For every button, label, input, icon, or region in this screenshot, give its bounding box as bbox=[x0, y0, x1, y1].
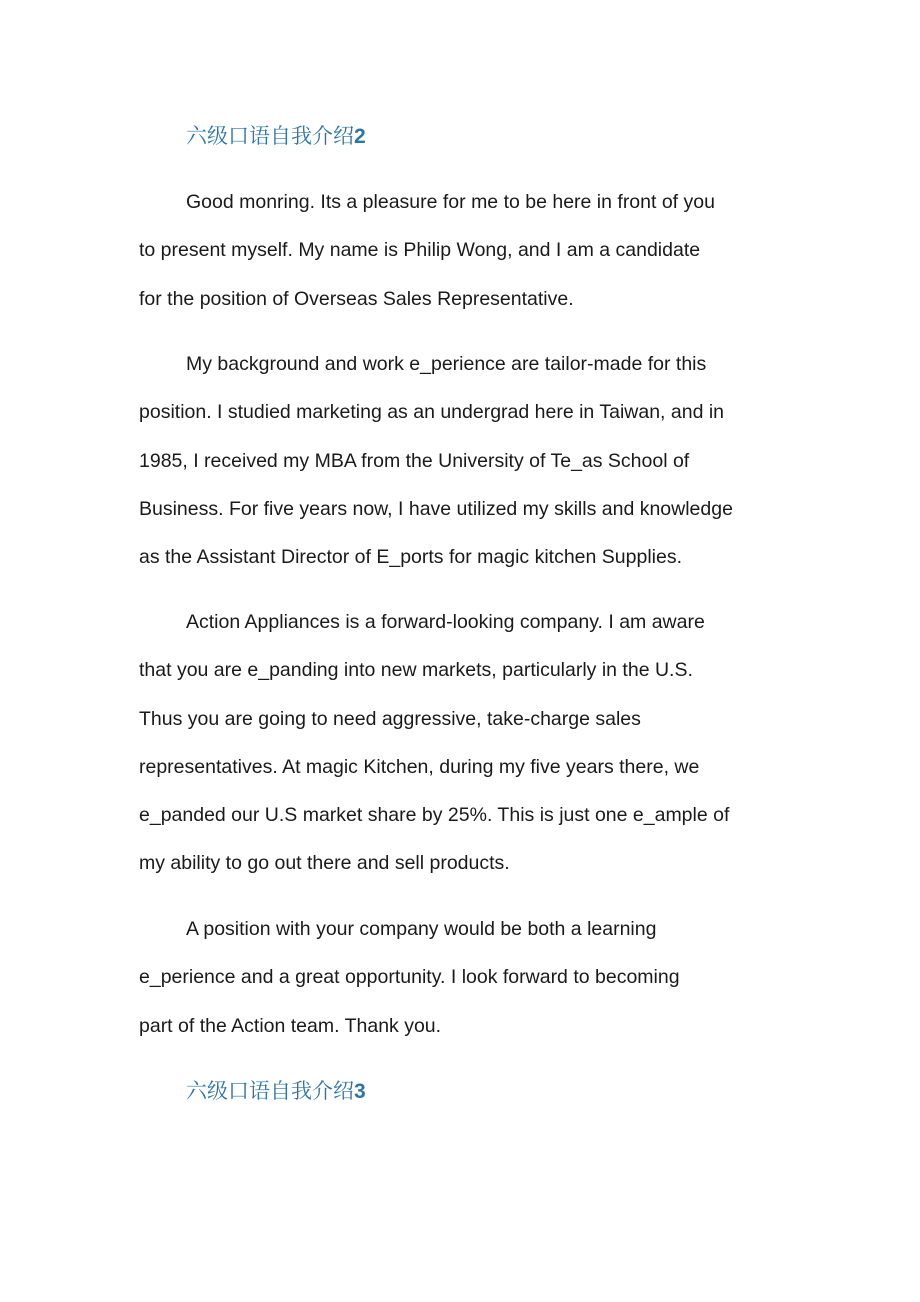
paragraph-line: 1985, I received my MBA from the University of Te_as School of bbox=[139, 449, 690, 472]
section-heading-number: 2 bbox=[354, 125, 366, 148]
paragraph bbox=[139, 178, 799, 323]
paragraph-line: my ability to go out there and sell products. bbox=[139, 852, 510, 875]
paragraph-line: Good monring. Its a pleasure for me to be here in front of you bbox=[186, 191, 715, 213]
paragraph-line: A position with your company would be both a learning bbox=[186, 918, 657, 940]
paragraph-line: e_panded our U.S market share by 25%. This is just one e_ample of bbox=[139, 804, 730, 827]
section-heading-text: 六级口语自我介绍 bbox=[186, 1079, 354, 1103]
paragraph-line: e_perience and a great opportunity. I look forward to becoming bbox=[139, 966, 680, 989]
paragraph-line: for the position of Overseas Sales Representative. bbox=[139, 287, 574, 310]
section-heading-number: 3 bbox=[354, 1080, 366, 1103]
paragraph-line: Thus you are going to need aggressive, take-charge sales bbox=[139, 707, 641, 730]
paragraph-line: as the Assistant Director of E_ports for magic kitchen Supplies. bbox=[139, 546, 683, 569]
paragraph-line: representatives. At magic Kitchen, during my five years there, we bbox=[139, 755, 700, 778]
paragraph bbox=[139, 340, 799, 581]
paragraph bbox=[139, 598, 799, 888]
section-heading-text: 六级口语自我介绍 bbox=[186, 124, 354, 148]
paragraph-line: My background and work e_perience are tailor-made for this bbox=[186, 353, 707, 375]
paragraph-line: position. I studied marketing as an undergrad here in Taiwan, and in bbox=[139, 401, 725, 424]
paragraph-line: part of the Action team. Thank you. bbox=[139, 1014, 442, 1037]
paragraph-line: that you are e_panding into new markets, particularly in the U.S. bbox=[139, 659, 693, 682]
paragraph-line: to present myself. My name is Philip Wong, and I am a candidate bbox=[139, 239, 701, 262]
paragraph-line: Business. For five years now, I have utilized my skills and knowledge bbox=[139, 497, 733, 520]
section-heading bbox=[186, 1077, 366, 1106]
paragraph bbox=[139, 905, 799, 1050]
paragraph-line: Action Appliances is a forward-looking company. I am aware bbox=[186, 611, 705, 633]
section-heading bbox=[186, 122, 366, 151]
